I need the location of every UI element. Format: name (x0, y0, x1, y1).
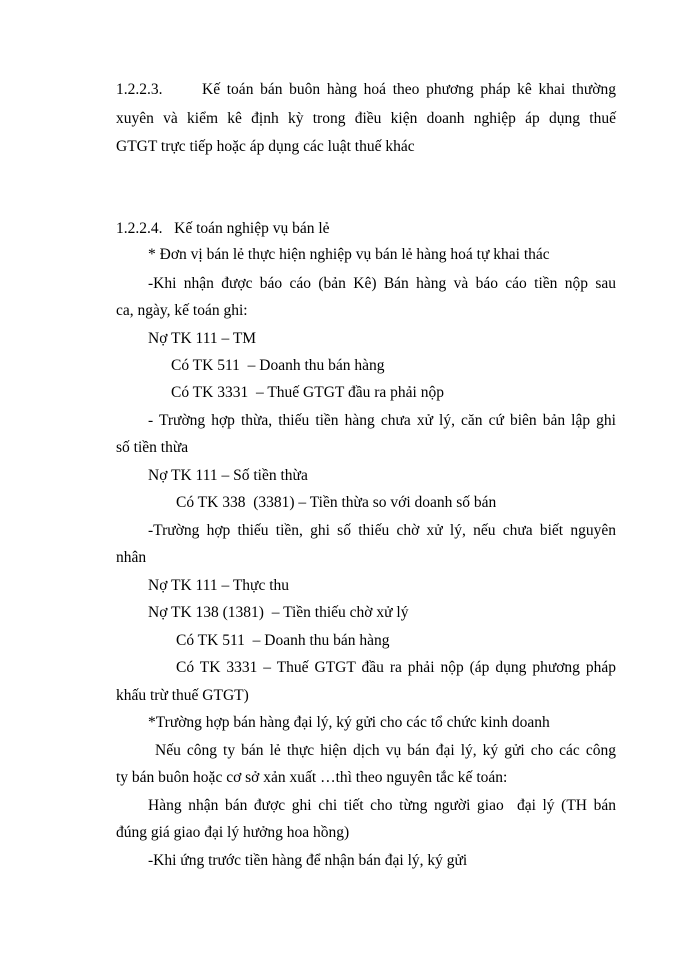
text-line: đúng giá giao đại lý hưởng hoa hồng) (116, 824, 350, 841)
section-heading: 1.2.2.4. Kế toán nghiệp vụ bán lẻ (116, 220, 330, 237)
journal-entry-debit: Nợ TK 111 – Thực thu (148, 577, 290, 594)
journal-entry-credit: Có TK 511 – Doanh thu bán hàng (171, 357, 385, 374)
text-line: ty bán buôn hoặc cơ sở xản xuất …thì theo nguyên tắc kế toán: (116, 769, 508, 786)
section-title-line-2: xuyên và kiểm kê định kỳ trong điều kiện doanh nghiệp áp dụng thuế (116, 110, 616, 127)
text-line: -Khi ứng trước tiền hàng để nhận bán đại lý, ký gửi (148, 852, 468, 869)
section-title-line-3: GTGT trực tiếp hoặc áp dụng các luật thuế khác (116, 138, 415, 155)
journal-entry-debit: Nợ TK 111 – TM (148, 330, 257, 347)
text-line: Nếu công ty bán lẻ thực hiện dịch vụ bán đại lý, ký gửi cho các công (155, 742, 616, 759)
text-line: ca, ngày, kế toán ghi: (116, 302, 248, 319)
journal-entry-debit: Nợ TK 138 (1381) – Tiền thiếu chờ xử lý (148, 604, 409, 621)
text-line: - Trường hợp thừa, thiếu tiền hàng chưa xử lý, căn cứ biên bản lập ghi (148, 412, 616, 429)
section-title-line-1: Kế toán bán buôn hàng hoá theo phương pháp kê khai thường (202, 81, 616, 98)
text-line: -Khi nhận được báo cáo (bản Kê) Bán hàng và báo cáo tiền nộp sau (148, 275, 616, 292)
section-number: 1.2.2.3. (116, 81, 163, 98)
journal-entry-debit: Nợ TK 111 – Số tiền thừa (148, 467, 308, 484)
text-line: khấu trừ thuế GTGT) (116, 687, 249, 704)
journal-entry-credit: Có TK 338 (3381) – Tiền thừa so với doanh số bán (176, 494, 497, 511)
text-line: * Đơn vị bán lẻ thực hiện nghiệp vụ bán lẻ hàng hoá tự khai thác (148, 246, 550, 263)
text-line: nhân (116, 549, 147, 566)
text-line: *Trường hợp bán hàng đại lý, ký gửi cho các tổ chức kinh doanh (148, 714, 550, 731)
text-line: Hàng nhận bán được ghi chi tiết cho từng người giao đại lý (TH bán (148, 797, 616, 814)
text-line: -Trường hợp thiếu tiền, ghi số thiếu chờ xử lý, nếu chưa biết nguyên (148, 522, 616, 539)
journal-entry-credit: Có TK 3331 – Thuế GTGT đầu ra phải nộp (áp dụng phương pháp (176, 659, 616, 676)
journal-entry-credit: Có TK 511 – Doanh thu bán hàng (176, 632, 390, 649)
text-line: số tiền thừa (116, 439, 189, 456)
journal-entry-credit: Có TK 3331 – Thuế GTGT đầu ra phải nộp (171, 384, 444, 401)
